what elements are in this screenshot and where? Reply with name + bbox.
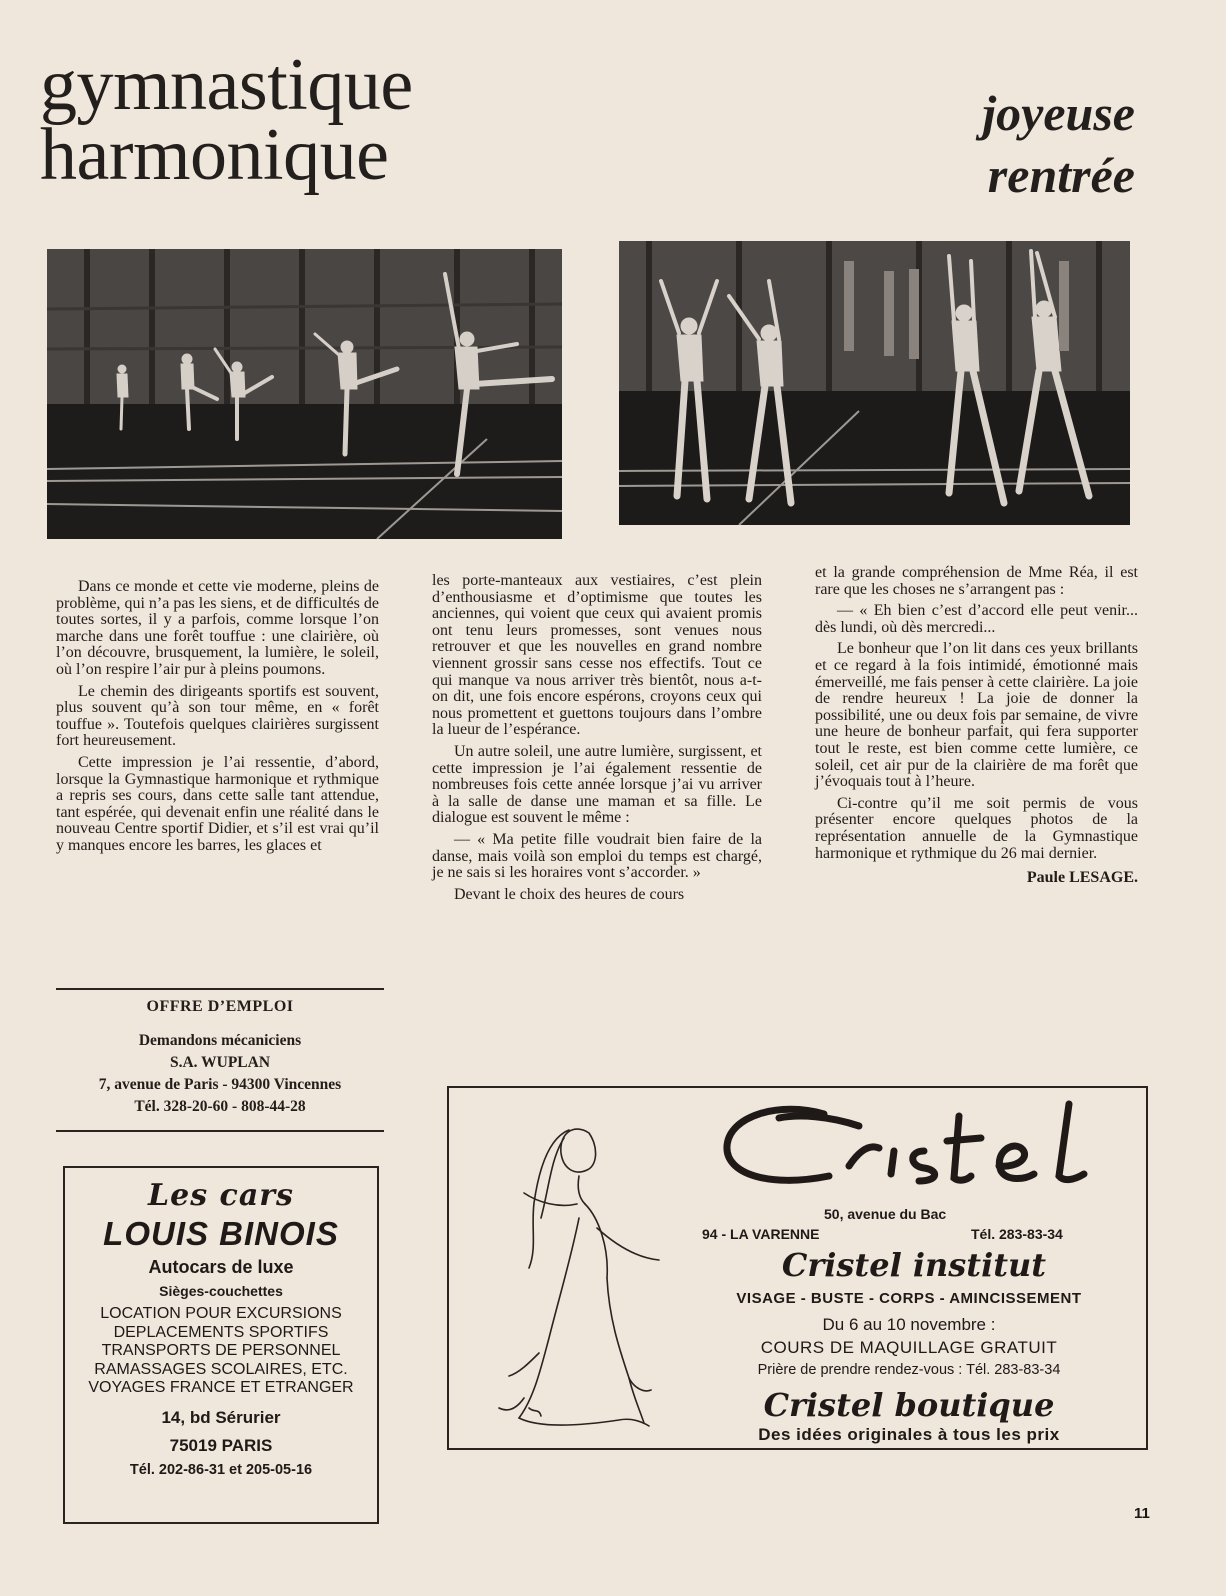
ad-service: RAMASSAGES SCOLAIRES, ETC. — [94, 1360, 348, 1378]
ad-phone: Tél. 202-86-31 et 205-05-16 — [129, 1461, 313, 1478]
page-subtitle — [880, 82, 1135, 206]
ad-street: 14, bd Sérurier — [161, 1407, 281, 1427]
paragraph: — « Eh bien c’est d’accord elle peut venir... dès lundi, où dès mercredi... — [815, 602, 1138, 636]
job-offer-ad — [56, 990, 384, 1118]
page-number: 11 — [1134, 1505, 1150, 1522]
cristel-course: COURS DE MAQUILLAGE GRATUIT — [760, 1338, 1058, 1357]
ad-tagline: Autocars de luxe — [148, 1257, 294, 1277]
cristel-phone: Tél. 283-83-34 — [971, 1226, 1063, 1242]
cristel-address-street: 50, avenue du Bac — [824, 1206, 947, 1222]
paragraph: Un autre soleil, une autre lumière, surgissent, et cette impression je l’ai également ressentie de nombreuses fois cette année lorsque j’ai vu arriver à la salle de danse une maman et sa fille. Le dialogue est souvent le même : — [432, 742, 762, 827]
ad-service: LOCATION POUR EXCURSIONS — [100, 1305, 342, 1322]
article-column-2 — [432, 573, 762, 908]
paragraph: Le bonheur que l’on lit dans ces yeux brillants et ce regard à la fois intimidé, émotionné mais émerveillé, me fais penser à cette clairière. La joie de rendre heureux ! La joie de donner la possibilité, une ou deux fois par semaine, de vivre une heure de bonheur parfait, qui fera supporter tout le reste, est bien comme cette lumière, ce soleil, cet air pur de la clairière de ma forêt que j’évoquais tout à l’heure. — [815, 640, 1138, 791]
paragraph: Dans ce monde et cette vie moderne, pleins de problème, qui n’a pas les siens, et de difficultés de toutes sortes, il y a parfois, comme lorsque l’on marche dans une forêt touffue : une clairière, où l’on découvre, brusquement, la lumière, le soleil, où l’on respire l’air pur à pleins poumons. — [56, 578, 379, 678]
paragraph: — « Ma petite fille voudrait bien faire de la danse, mais voilà son emploi du temps est chargé, je ne sais si les horaires vont s’accorder. » — [432, 830, 762, 882]
woman-illustration — [479, 1108, 669, 1438]
ad-script-title: Les cars — [148, 1178, 294, 1213]
paragraph: et la grande compréhension de Mme Réa, il est rare que les choses ne s’arrangent pas : — [815, 564, 1138, 598]
ad-city: 75019 PARIS — [169, 1435, 273, 1455]
paragraph: Le chemin des dirigeants sportifs est souvent, plus souvent qu’à son tour même, en « forêt touffue ». Toutefois quelques clairières surgissent fort heureusement. — [56, 682, 379, 750]
paragraph: les porte-manteaux aux vestiaires, c’est plein d’enthousiasme et d’optimisme que toutes les anciennes, qui voient que ceux qui avaient promis ont tenu leurs promesses, sont venues nous retrouver et que les nouvelles en grand nombre viennent grossir sans cesse nos effectifs. Tout ce qui manque va nous arriver très bientôt, nous a-t-on dit, une fois encore espérons, croyons ceux qui nous promettent et guettons toujours dans l’ombre la lueur de l’espérance. — [432, 572, 762, 739]
paragraph: Ci-contre qu’il me soit permis de vous présenter encore quelques photos de la représentation annuelle de la Gymnastique harmonique et rythmique du 26 mai dernier. — [815, 794, 1138, 862]
cristel-appointment: Prière de prendre rendez-vous : Tél. 283-83-34 — [757, 1362, 1061, 1378]
subtitle-line-2: rentrée — [987, 147, 1135, 203]
job-offer-heading: OFFRE D’EMPLOI — [146, 998, 294, 1015]
cristel-boutique-heading: Cristel boutique — [763, 1386, 1055, 1424]
job-offer-phone: Tél. 328-20-60 - 808-44-28 — [134, 1098, 306, 1115]
cristel-address-city: 94 - LA VARENNE — [702, 1226, 820, 1242]
cristel-services: VISAGE - BUSTE - CORPS - AMINCISSEMENT — [736, 1290, 1082, 1307]
divider — [56, 1130, 384, 1132]
job-offer-company: S.A. WUPLAN — [169, 1054, 271, 1071]
photo-dancers-right — [619, 241, 1130, 525]
paragraph: Devant le choix des heures de cours — [454, 885, 685, 903]
cristel-logo — [719, 1096, 1139, 1196]
ad-brand: LOUIS BINOIS — [103, 1215, 339, 1252]
article-signature: Paule LESAGE. — [1026, 869, 1138, 887]
article-column-3 — [815, 565, 1138, 887]
cristel-institut-heading: Cristel institut — [781, 1246, 1047, 1284]
job-offer-address: 7, avenue de Paris - 94300 Vincennes — [98, 1076, 342, 1093]
page-title — [40, 44, 560, 196]
job-offer-line: Demandons mécaniciens — [138, 1032, 302, 1049]
ad-service: VOYAGES FRANCE ET ETRANGER — [88, 1379, 354, 1396]
paragraph: Cette impression je l’ai ressentie, d’abord, lorsque la Gymnastique harmonique et rythmique a repris ses cours, dans cette salle tant attendue, tant espérée, qui devenait enfin une réalité dans le nouveau Centre sportif Didier, et s’il est vrai qu’il y manques encore les barres, les glaces et — [56, 753, 379, 854]
photo-dancers-left — [47, 249, 562, 539]
title-line-2: harmonique — [40, 114, 389, 196]
subtitle-line-1: joyeuse — [982, 85, 1135, 141]
bus-company-ad — [63, 1166, 379, 1524]
ad-subtagline: Sièges-couchettes — [159, 1283, 283, 1299]
ad-service: TRANSPORTS DE PERSONNEL — [101, 1342, 341, 1359]
cristel-tagline: Des idées originales à tous les prix — [758, 1425, 1060, 1444]
cristel-ad — [447, 1086, 1148, 1450]
ad-service: DEPLACEMENTS SPORTIFS — [113, 1323, 329, 1341]
title-line-1: gymnastique — [40, 44, 413, 126]
article-column-1 — [56, 579, 379, 860]
cristel-dates: Du 6 au 10 novembre : — [822, 1315, 996, 1334]
